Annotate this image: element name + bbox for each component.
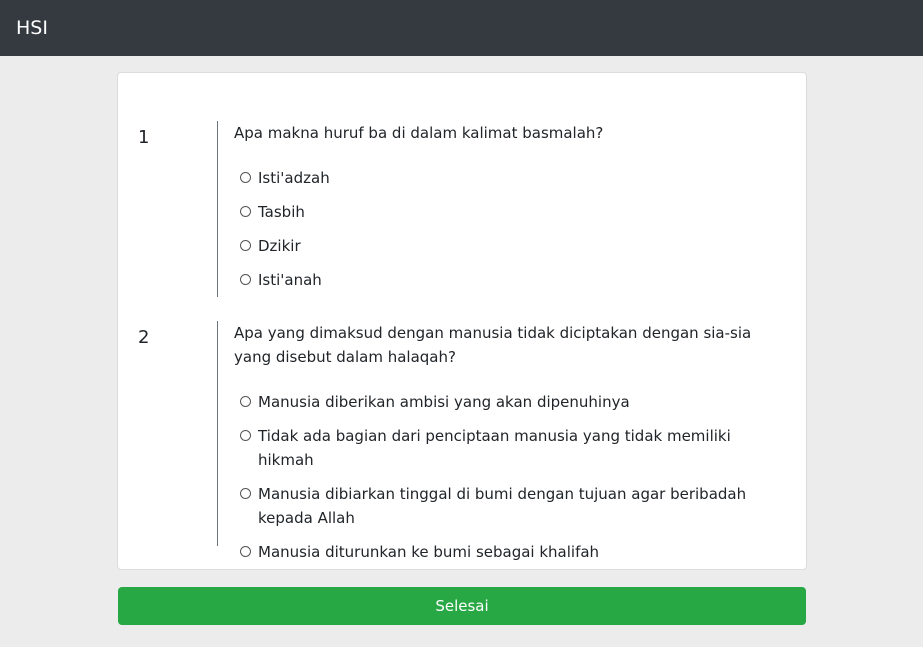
answer-label: Manusia diberikan ambisi yang akan dipenuhinya <box>258 393 630 411</box>
radio-button[interactable] <box>240 546 251 557</box>
top-navbar <box>0 0 923 56</box>
answer-option[interactable] <box>240 482 772 530</box>
brand-logo-text[interactable]: HSI <box>16 17 48 39</box>
question-text: Apa yang dimaksud dengan manusia tidak diciptakan dengan sia-sia yang disebut dalam halaqah? <box>234 324 752 366</box>
radio-button[interactable] <box>240 396 251 407</box>
question-number: 1 <box>138 127 150 148</box>
radio-button[interactable] <box>240 206 251 217</box>
answer-option[interactable] <box>240 234 772 258</box>
question-body <box>217 321 772 561</box>
answer-label: Tidak ada bagian dari penciptaan manusia yang tidak memiliki hikmah <box>258 427 731 469</box>
radio-button[interactable] <box>240 430 251 441</box>
answer-label: Tasbih <box>258 203 305 221</box>
quiz-card <box>117 72 807 570</box>
answer-label: Dzikir <box>258 237 301 255</box>
answer-label: Manusia dibiarkan tinggal di bumi dengan tujuan agar beribadah kepada Allah <box>258 485 747 527</box>
answer-option[interactable] <box>240 424 772 472</box>
question-text: Apa makna huruf ba di dalam kalimat basmalah? <box>234 124 604 142</box>
radio-button[interactable] <box>240 172 251 183</box>
radio-button[interactable] <box>240 274 251 285</box>
answer-label: Isti'anah <box>258 271 322 289</box>
answer-option[interactable] <box>240 166 772 190</box>
answer-option[interactable] <box>240 200 772 224</box>
radio-button[interactable] <box>240 488 251 499</box>
finish-button[interactable]: Selesai <box>118 587 806 625</box>
question-body <box>217 121 772 297</box>
radio-button[interactable] <box>240 240 251 251</box>
answer-label: Manusia diturunkan ke bumi sebagai khalifah <box>258 543 600 561</box>
answer-option[interactable] <box>240 268 772 292</box>
answer-option[interactable] <box>240 540 772 564</box>
question-number: 2 <box>138 327 150 348</box>
answer-option[interactable] <box>240 390 772 414</box>
answer-label: Isti'adzah <box>258 169 330 187</box>
